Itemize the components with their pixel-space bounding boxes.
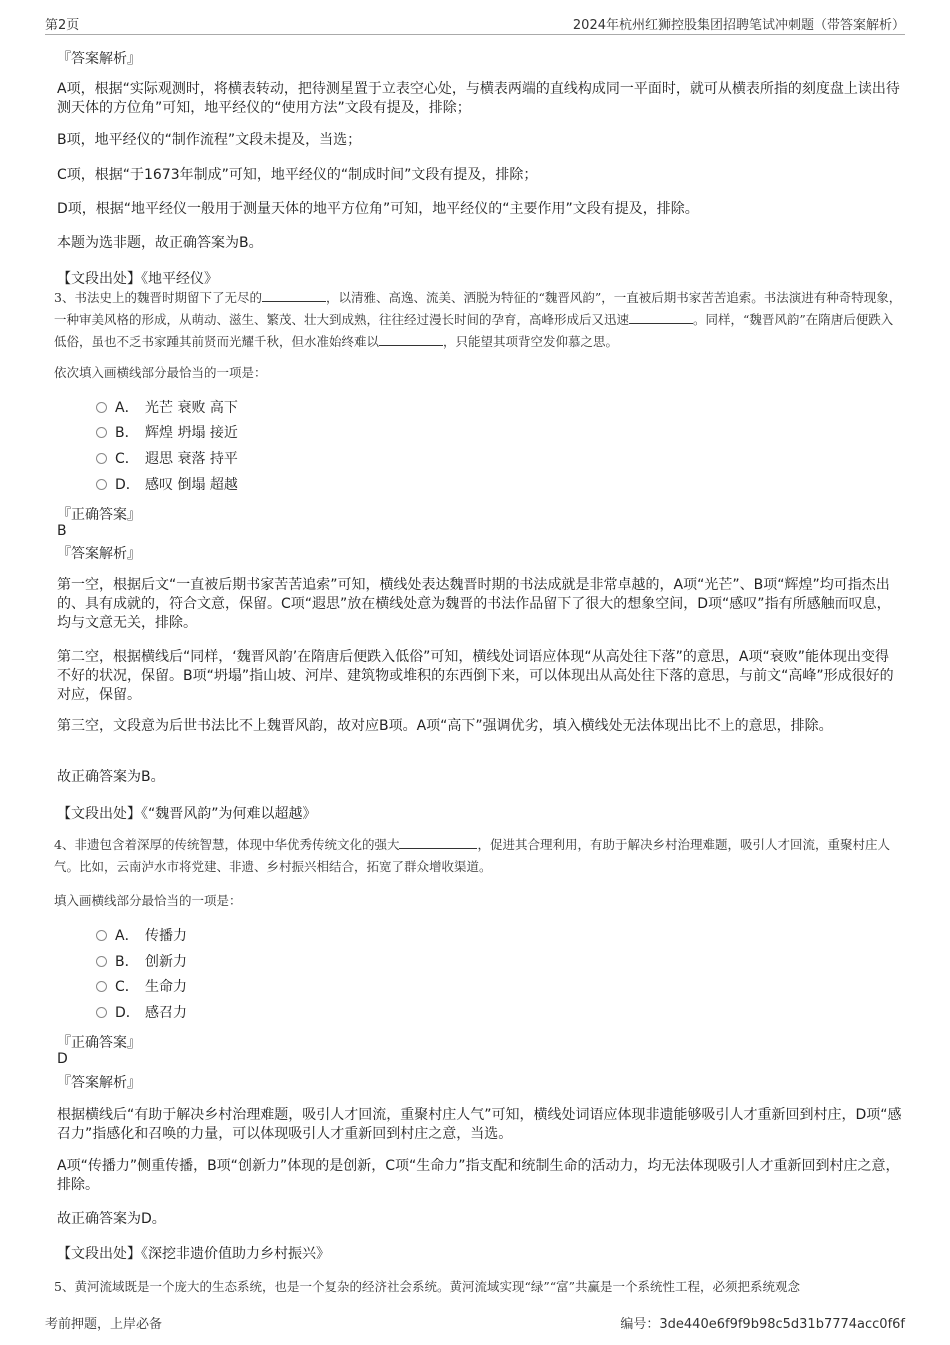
q2-analysis-label: 『答案解析』 [57, 51, 141, 67]
q2-analysis-para-b: B项，地平经仪的“制作流程”文段未提及，当选； [57, 132, 362, 148]
q4-option-b[interactable]: B． 创新力 [96, 952, 187, 972]
radio-icon[interactable] [96, 479, 107, 490]
footer-slogan: 考前押题，上岸必备 [45, 1317, 163, 1332]
q3-option-c[interactable]: C． 遐思 衰落 持平 [96, 449, 238, 469]
q3-analysis-para-3: 第三空，文段意为后世书法比不上魏晋风韵，故对应B项。A项“高下”强调优劣，填入横线处无法体现出比不上的意思，排除。 [57, 718, 833, 734]
q3-stem: 3、书法史上的魏晋时期留下了无尽的 ，以清雅、高逸、流美、洒脱为特征的“魏晋风韵”，一直被后期书家苦苦追索。书法演进有种奇特现象，一种审美风格的形成，从萌动、滋生、繁茂、壮大到成熟，往往经过漫长时间的孕育，高峰形成后又迅速 。同样，“魏晋风韵”在隋唐后便跌入低俗，虽也不乏书家踵其前贤而光耀千秋，但水准始终难以 ，只能望其项背空发仰慕之思。 [54, 290, 902, 349]
q3-blank-1 [262, 288, 326, 302]
q4-analysis-para-2: A项“传播力”侧重传播，B项“创新力”体现的是创新，C项“生命力”指支配和统制生命的活动力，均无法体现吸引人才重新回到村庄之意，排除。 [57, 1158, 900, 1193]
q4-prompt: 填入画横线部分最恰当的一项是： [54, 893, 242, 908]
q4-blank [399, 835, 477, 849]
q4-conclusion: 故正确答案为D。 [57, 1211, 166, 1227]
q4-stem: 4、非遗包含着深厚的传统智慧，体现中华优秀传统文化的强大 ，促进其合理利用，有助于解决乡村治理难题，吸引人才回流，重聚村庄人气。比如，云南泸水市将党建、非遗、乡村振兴相结合，拓宽了群众增收渠道。 [54, 837, 890, 874]
q3-prompt: 依次填入画横线部分最恰当的一项是： [54, 365, 267, 380]
q2-conclusion: 本题为选非题，故正确答案为B。 [57, 235, 263, 251]
q3-analysis-para-2: 第二空，根据横线后“同样，‘魏晋风韵’在隋唐后便跌入低俗”可知，横线处词语应体现“从高处往下落”的意思，A项“衰败”能体现出变得不好的状况，保留。B项“坍塌”指山坡、河岸、建筑物或堆积的东西倒下来，可以体现出从高处往下落的意思，与前文“高峰”形成很好的对应，保留。 [57, 649, 894, 703]
q2-analysis-para-a: A项，根据“实际观测时，将横表转动，把待测星置于立表空心处，与横表两端的直线构成同一平面时，就可从横表所指的刻度盘上读出待测天体的方位角”可知，地平经仪的“使用方法”文段有提及，排除； [57, 81, 900, 116]
q4-analysis-label: 『答案解析』 [57, 1075, 141, 1091]
radio-icon[interactable] [96, 981, 107, 992]
q3-option-a[interactable]: A． 光芒 衰败 高下 [96, 398, 238, 418]
q4-source: 【文段出处】《深挖非遗价值助力乡村振兴》 [57, 1246, 330, 1262]
q4-answer-label: 『正确答案』 [57, 1035, 141, 1051]
q2-analysis-para-c: C项，根据“于1673年制成”可知，地平经仪的“制成时间”文段有提及，排除； [57, 167, 538, 183]
q3-blank-3 [379, 332, 443, 346]
q4-analysis-para-1: 根据横线后“有助于解决乡村治理难题，吸引人才回流，重聚村庄人气”可知，横线处词语应体现非遗能够吸引人才重新回到村庄，D项“感召力”指感化和召唤的力量，可以体现吸引人才重新回到村庄之意，当选。 [57, 1107, 902, 1142]
q3-analysis-para-1: 第一空，根据后文“一直被后期书家苦苦追索”可知，横线处表达魏晋时期的书法成就是非常卓越的，A项“光芒”、B项“辉煌”均可指杰出的、具有成就的，符合文意，保留。C项“遐思”放在横线处意为魏晋的书法作品留下了很大的想象空间，D项“感叹”指有所感触而叹息，均与文意无关，排除。 [57, 577, 891, 631]
radio-icon[interactable] [96, 402, 107, 413]
radio-icon[interactable] [96, 427, 107, 438]
q2-analysis-para-d: D项，根据“地平经仪一般用于测量天体的地平方位角”可知，地平经仪的“主要作用”文段有提及，排除。 [57, 201, 699, 217]
radio-icon[interactable] [96, 1007, 107, 1018]
q4-option-a[interactable]: A． 传播力 [96, 926, 187, 946]
q3-conclusion: 故正确答案为B。 [57, 769, 165, 785]
q5-stem: 5、黄河流域既是一个庞大的生态系统，也是一个复杂的经济社会系统。黄河流域实现“绿”“富”共赢是一个系统性工程，必须把系统观念 [54, 1279, 801, 1294]
q4-option-d[interactable]: D． 感召力 [96, 1003, 187, 1023]
q3-blank-2 [629, 310, 693, 324]
q4-option-c[interactable]: C． 生命力 [96, 977, 187, 997]
q3-option-d[interactable]: D． 感叹 倒塌 超越 [96, 475, 238, 495]
q3-source: 【文段出处】《“魏晋风韵”为何难以超越》 [57, 806, 317, 822]
page-number: 第2页 [45, 18, 80, 33]
radio-icon[interactable] [96, 930, 107, 941]
document-title: 2024年杭州红狮控股集团招聘笔试冲刺题（带答案解析） [572, 18, 905, 33]
q3-answer: B [57, 523, 67, 539]
q3-analysis-label: 『答案解析』 [57, 546, 141, 562]
radio-icon[interactable] [96, 453, 107, 464]
q4-answer: D [57, 1051, 68, 1067]
radio-icon[interactable] [96, 956, 107, 967]
document-code: 编号：3de440e6f9f9b98c5d31b7774acc0f6f [620, 1317, 905, 1332]
q3-option-b[interactable]: B． 辉煌 坍塌 接近 [96, 423, 238, 443]
page-header [45, 14, 905, 35]
q3-answer-label: 『正确答案』 [57, 507, 141, 523]
q2-source: 【文段出处】《地平经仪》 [57, 271, 218, 287]
